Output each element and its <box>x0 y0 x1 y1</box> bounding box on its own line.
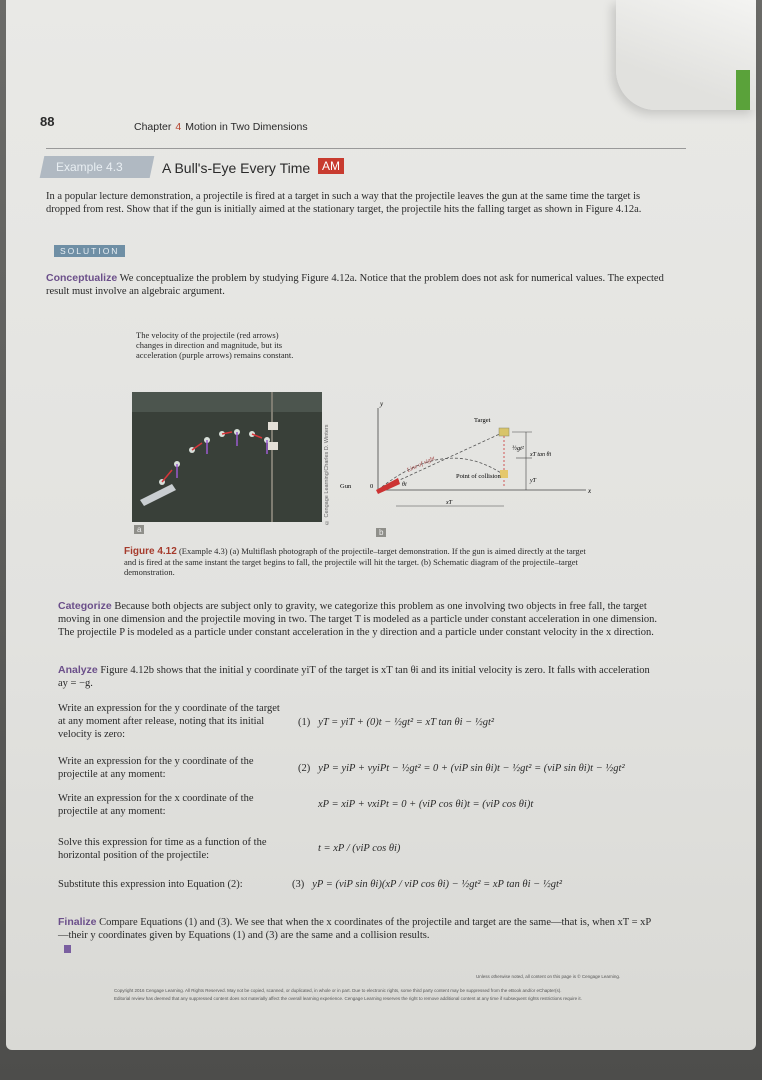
photo-annotation: The velocity of the projectile (red arrows) changes in direction and magnitude, but its acceleration (purple arrows) remains constant. <box>136 330 294 360</box>
step-4-label: Solve this expression for time as a function of the horizontal position of the projectile: <box>58 837 267 861</box>
footer-copyright-1: Copyright 2016 Cengage Learning. All Rights Reserved. May not be copied, scanned, or duplicated, in whole or in part. Due to electronic rights, some third party content may be suppressed from the eBook and/or eChapter(s). <box>114 988 562 993</box>
gun-label: Gun <box>340 483 352 490</box>
target-label: Target <box>474 417 491 424</box>
conceptualize-text: We conceptualize the problem by studying Figure 4.12a. Notice that the problem does not ask for numerical values. The expected result must involve an algebraic argument. <box>46 273 664 297</box>
categorize-paragraph <box>58 600 658 639</box>
equation-3-number: (3) <box>292 879 305 890</box>
example-title: A Bull's-Eye Every Time <box>162 160 311 176</box>
categorize-heading: Categorize <box>58 600 112 612</box>
figure-caption <box>124 546 594 577</box>
chapter-header <box>134 121 308 133</box>
page-number: 88 <box>40 114 55 129</box>
figure-part-a-tag: a <box>134 525 144 534</box>
equation-2-text: yP = yiP + vyiPt − ½gt² = 0 + (viP sin θi)t − ½gt² = (viP sin θi)t − ½gt² <box>318 763 625 774</box>
equation-t <box>318 842 400 855</box>
next-page-curl <box>616 0 756 110</box>
multiflash-photo-art <box>132 392 322 522</box>
multiflash-photo <box>132 392 322 522</box>
collision-target <box>500 470 508 478</box>
step-3-label: Write an expression for the x coordinate of the projectile at any moment: <box>58 793 254 817</box>
angle-label: θi <box>402 482 407 488</box>
chapter-number: 4 <box>175 121 182 133</box>
finalize-heading: Finalize <box>58 916 97 928</box>
finalize-paragraph <box>58 916 658 942</box>
equation-3-text: yP = (viP sin θi)(xP / viP cos θi) − ½gt² = xP tan θi − ½gt² <box>312 879 563 890</box>
finalize-text: Compare Equations (1) and (3). We see that when the x coordinates of the projectile and target are the same—that is, when xT = xP—their y coordinates given by Equations (1) and (3) are the same and a collision results. <box>58 917 652 941</box>
half-gt2-label: ½gt² <box>512 445 524 452</box>
gun-shape <box>376 478 400 494</box>
figure-part-b-tag: b <box>376 528 386 537</box>
figure-caption-text: (Example 4.3) (a) Multiflash photograph of the projectile–target demonstration. If the gun is aimed directly at the target and is fired at the same instant the target begins to fall, the projectile will hit the target. (b) Schematic diagram of the projectile–target demonstration. <box>124 546 586 577</box>
collision-label-1: Point of collision <box>456 473 501 480</box>
equation-3 <box>292 878 562 891</box>
categorize-text: Because both objects are subject only to gravity, we categorize this problem as one involving two objects in free fall, the target moving in one dimension and the projectile moving in two. The target T is modeled as a particle under constant acceleration in one dimension. The projectile P is modeled as a particle under constant acceleration in the y direction and a particle under constant velocity in the x direction. <box>58 601 658 638</box>
xt-label: xT <box>446 500 452 506</box>
y-axis-label: y <box>380 400 384 408</box>
equation-1 <box>298 716 494 729</box>
example-badge <box>40 156 155 178</box>
figure-number: Figure 4.12 <box>124 546 177 557</box>
step-1-label: Write an expression for the y coordinate of the target at any moment after release, noting that its initial velocity is zero: <box>58 703 280 740</box>
conceptualize-paragraph <box>46 272 666 298</box>
analyze-paragraph <box>58 664 658 690</box>
chapter-label: Chapter <box>134 121 172 133</box>
book-page <box>6 0 756 1050</box>
header-rule <box>46 148 686 149</box>
schematic-diagram <box>336 400 596 530</box>
end-of-example-marker <box>64 945 71 953</box>
equation-2-number: (2) <box>298 763 311 774</box>
chapter-title: Motion in Two Dimensions <box>185 121 308 133</box>
analyze-heading: Analyze <box>58 664 98 676</box>
origin-label: 0 <box>370 483 374 490</box>
xt-tan-label: xT tan θi <box>530 452 552 458</box>
example-badge-label: Example 4.3 <box>56 160 123 174</box>
photo-credit: © Cengage Learning/Charles D. Winters <box>324 424 330 525</box>
step-2-label: Write an expression for the y coordinate of the projectile at any moment: <box>58 756 254 780</box>
analyze-text: Figure 4.12b shows that the initial y coordinate yiT of the target is xT tan θi and its initial velocity is zero. It falls with acceleration ay = −g. <box>58 665 650 689</box>
am-tag: AM <box>318 158 344 174</box>
equation-1-text: yT = yiT + (0)t − ½gt² = xT tan θi − ½gt² <box>318 717 495 728</box>
x-axis-label: x <box>588 487 592 495</box>
step-5-label: Substitute this expression into Equation (2): <box>58 879 243 890</box>
conceptualize-heading: Conceptualize <box>46 272 118 284</box>
equation-1-number: (1) <box>298 717 311 728</box>
solution-label: SOLUTION <box>54 245 125 257</box>
equation-x-text: xP = xiP + vxiPt = 0 + (viP cos θi)t = (viP cos θi)t <box>318 799 534 810</box>
target-block <box>499 428 509 436</box>
yt-label: yT <box>530 478 536 484</box>
equation-t-text: t = xP / (viP cos θi) <box>318 843 401 854</box>
page-tab-marker <box>736 70 750 110</box>
problem-statement: In a popular lecture demonstration, a projectile is fired at a target in such a way that the projectile leaves the gun at the same time the target is dropped from rest. Show that if the gun is initially aimed at the stationary target, the projectile hits the falling target as shown in Figure 4.12a. <box>46 191 642 215</box>
footer-copyright-2: Editorial review has deemed that any suppressed content does not materially affect the overall learning experience. Cengage Learning reserves the right to remove additional content at any time if subsequent rights restrictions require it. <box>114 996 582 1001</box>
line-of-sight-label: Line of sight <box>406 455 437 474</box>
equation-x <box>318 798 533 811</box>
footer-rights-note: Unless otherwise noted, all content on this page is © Cengage Learning. <box>476 974 621 979</box>
equation-2 <box>298 762 625 775</box>
